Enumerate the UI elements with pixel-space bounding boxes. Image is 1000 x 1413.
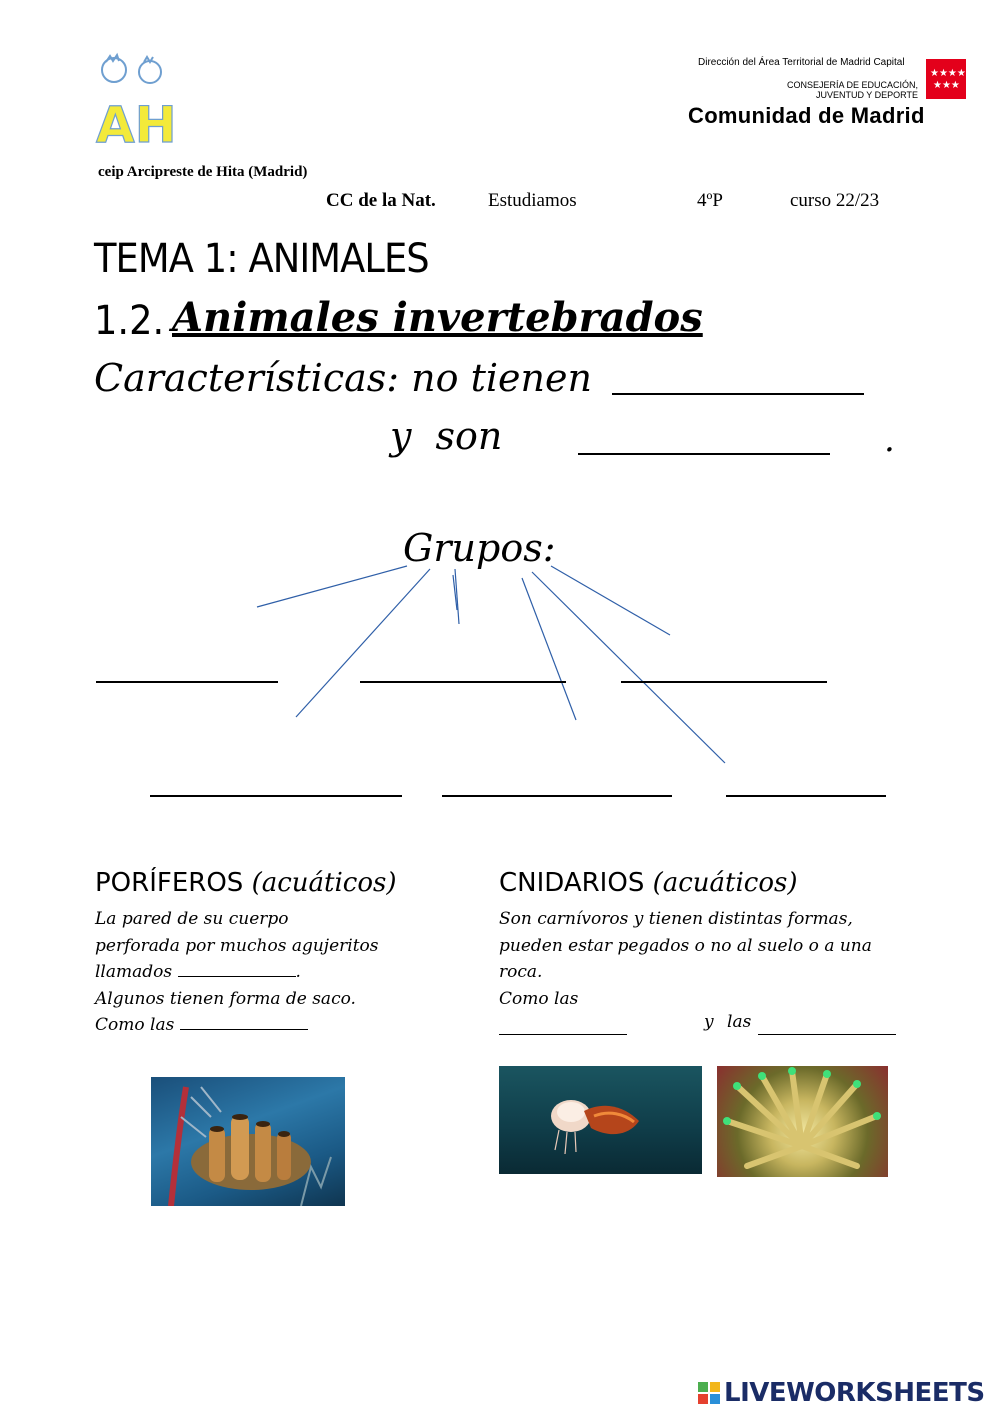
characteristics-connector: y son: [390, 414, 503, 458]
subsection-title: Animales invertebrados: [172, 294, 703, 341]
cnidarios-blank-1[interactable]: [499, 1034, 627, 1035]
madrid-direction: Dirección del Área Territorial de Madrid Capital: [698, 57, 905, 68]
characteristics-blank-2[interactable]: [578, 453, 830, 455]
type-label: Estudiamos: [488, 190, 577, 211]
sponge-photo: [151, 1077, 345, 1206]
group-blank-3[interactable]: [621, 681, 827, 683]
poriferos-description: La pared de su cuerpo perforada por muchos agujeritos llamados . Algunos tienen forma de saco. Como las: [95, 909, 379, 1035]
grade-label: 4ºP: [697, 190, 723, 211]
groups-label: Grupos:: [403, 526, 556, 570]
group-blank-4[interactable]: [150, 795, 402, 797]
poriferos-title: PORÍFEROS (acuáticos): [95, 868, 397, 898]
connector-line: [455, 569, 459, 624]
cnidarios-title: CNIDARIOS (acuáticos): [499, 868, 798, 898]
madrid-flag-icon: ★★★★ ★★★: [926, 59, 966, 99]
cnidarios-blank-2[interactable]: [758, 1034, 896, 1035]
liveworksheets-logo: LIVEWORKSHEETS: [698, 1378, 985, 1408]
characteristics-label: Características: no tienen: [94, 356, 592, 400]
madrid-consejeria: CONSEJERÍA DE EDUCACIÓN, JUVENTUD Y DEPORTE: [786, 80, 918, 100]
jellyfish-photo: [499, 1066, 702, 1174]
connector-line: [551, 566, 670, 635]
poriferos-blank-pores[interactable]: [178, 975, 296, 977]
characteristics-blank-1[interactable]: [612, 393, 864, 395]
school-name: ceip Arcipreste de Hita (Madrid): [98, 164, 308, 180]
anemone-photo: [717, 1066, 888, 1177]
characteristics-end-dot: .: [884, 420, 895, 460]
svg-text:AH: AH: [96, 96, 174, 152]
school-logo: [92, 52, 174, 152]
cnidarios-description: Son carnívoros y tienen distintas formas, pueden estar pegados o no al suelo o a una roca. Como las: [499, 909, 872, 1009]
liveworksheets-icon: [698, 1382, 720, 1404]
connector-line: [453, 575, 457, 610]
group-blank-5[interactable]: [442, 795, 672, 797]
group-blank-6[interactable]: [726, 795, 886, 797]
connector-line: [257, 566, 407, 607]
connector-line: [522, 578, 576, 720]
madrid-name: Comunidad de Madrid: [688, 103, 925, 128]
page-title: TEMA 1: ANIMALES: [94, 236, 429, 282]
year-label: curso 22/23: [790, 190, 880, 211]
comunidad-madrid-logo: [688, 55, 970, 135]
subsection-number: 1.2.: [94, 298, 165, 344]
group-blank-2[interactable]: [360, 681, 566, 683]
group-blank-1[interactable]: [96, 681, 278, 683]
connector-line: [296, 569, 430, 717]
cnidarios-connector: y las: [704, 1012, 752, 1032]
poriferos-blank-example[interactable]: [180, 1028, 308, 1030]
connector-line: [532, 572, 725, 763]
subject-label: CC de la Nat.: [326, 190, 436, 211]
